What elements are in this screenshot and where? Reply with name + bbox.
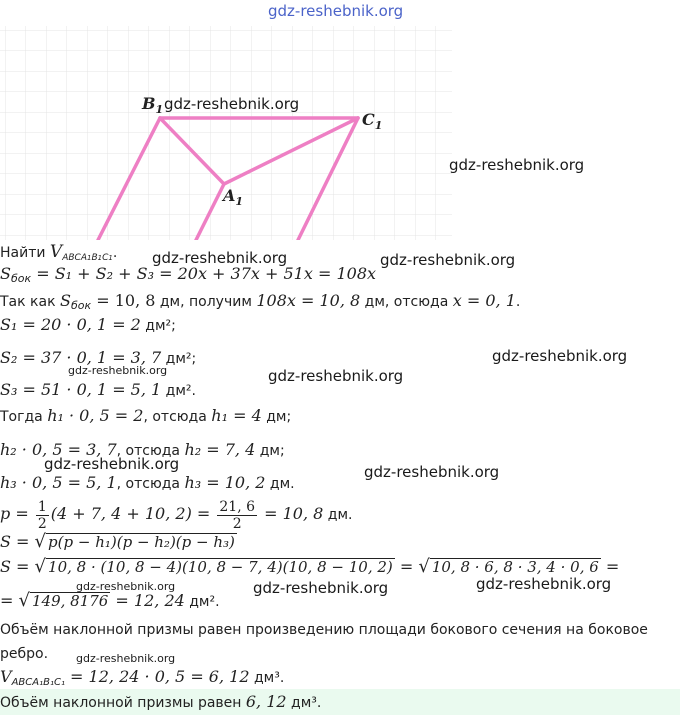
watermark: gdz-reshebnik.org	[268, 367, 404, 385]
watermark: gdz-reshebnik.org	[380, 251, 516, 269]
text-line-s2: S₂ = 37 · 0, 1 = 3, 7 дм²;	[0, 348, 197, 367]
watermark: gdz-reshebnik.org	[492, 347, 628, 365]
watermark: gdz-reshebnik.org	[449, 156, 585, 174]
text-line-answer: Объём наклонной призмы равен 6, 12 дм³.	[0, 692, 322, 711]
watermark: gdz-reshebnik.org	[76, 652, 176, 665]
text-line-h1: Тогда h₁ · 0, 5 = 2, отсюда h₁ = 4 дм;	[0, 406, 292, 425]
watermark: gdz-reshebnik.org	[364, 463, 500, 481]
watermark: gdz-reshebnik.org	[44, 455, 180, 473]
watermark: gdz-reshebnik.org	[68, 364, 168, 377]
text-line-find: Найти $V_{ABCA1B1C1}$.	[0, 242, 118, 263]
text-line-edge: ребро.	[0, 646, 49, 662]
text-line-s3: S₃ = 51 · 0, 1 = 5, 1 дм².	[0, 380, 196, 399]
label-b1: $B_1$	[142, 94, 164, 116]
label-a1: $A_1$	[223, 186, 244, 208]
text-line-s1: S₁ = 20 · 0, 1 = 2 дм²;	[0, 315, 176, 334]
text-line-volume-rule: Объём наклонной призмы равен произведению площади бокового сечения на боковое	[0, 622, 648, 638]
label-c1: $C_1$	[362, 110, 383, 132]
watermark: gdz-reshebnik.org	[76, 580, 176, 593]
watermark: gdz-reshebnik.org	[164, 95, 300, 113]
watermark: gdz-reshebnik.org	[253, 579, 389, 597]
watermark: gdz-reshebnik.org	[152, 249, 288, 267]
text-line-volume: $V_{ABCA_1B_1C_1} = 12$, 24 · 0, 5 = 6, 12 дм³.	[0, 667, 285, 688]
text-line-heron-values: S = √ 10, 8 · (10, 8 − 4)(10, 8 − 7, 4)(10, 8 − 10, 2) = √ 10, 8 · 6, 8 · 3, 4 · 0, 6 =	[0, 556, 620, 577]
text-line-heron: S = √ p(p − h₁)(p − h₂)(p − h₃)	[0, 531, 235, 552]
text-line-given: Так как $S_{бок} = 10$, 8 дм, получим 108x = 10, 8 дм, отсюда x = 0, 1.	[0, 291, 521, 312]
watermark-top: gdz-reshebnik.org	[268, 2, 404, 20]
text-line-lateral-sum: $S_{бок} = S_1 + S_2 + S_3 = 20x + 37x + 51x = 108x$	[0, 264, 377, 285]
text-line-semiperimeter: p = $\frac{1}{2}$ (4 + 7, 4 + 10, 2) = $\frac{21, 6}{2}$ = 10, 8 дм.	[0, 498, 353, 532]
text-line-area: = √ 149, 8176 = 12, 24 дм².	[0, 590, 220, 611]
watermark: gdz-reshebnik.org	[476, 575, 612, 593]
text-line-h2: h₂ · 0, 5 = 3, 7, отсюда h₂ = 7, 4 дм;	[0, 440, 285, 459]
text-line-h3: h₃ · 0, 5 = 5, 1, отсюда h₃ = 10, 2 дм.	[0, 473, 295, 492]
